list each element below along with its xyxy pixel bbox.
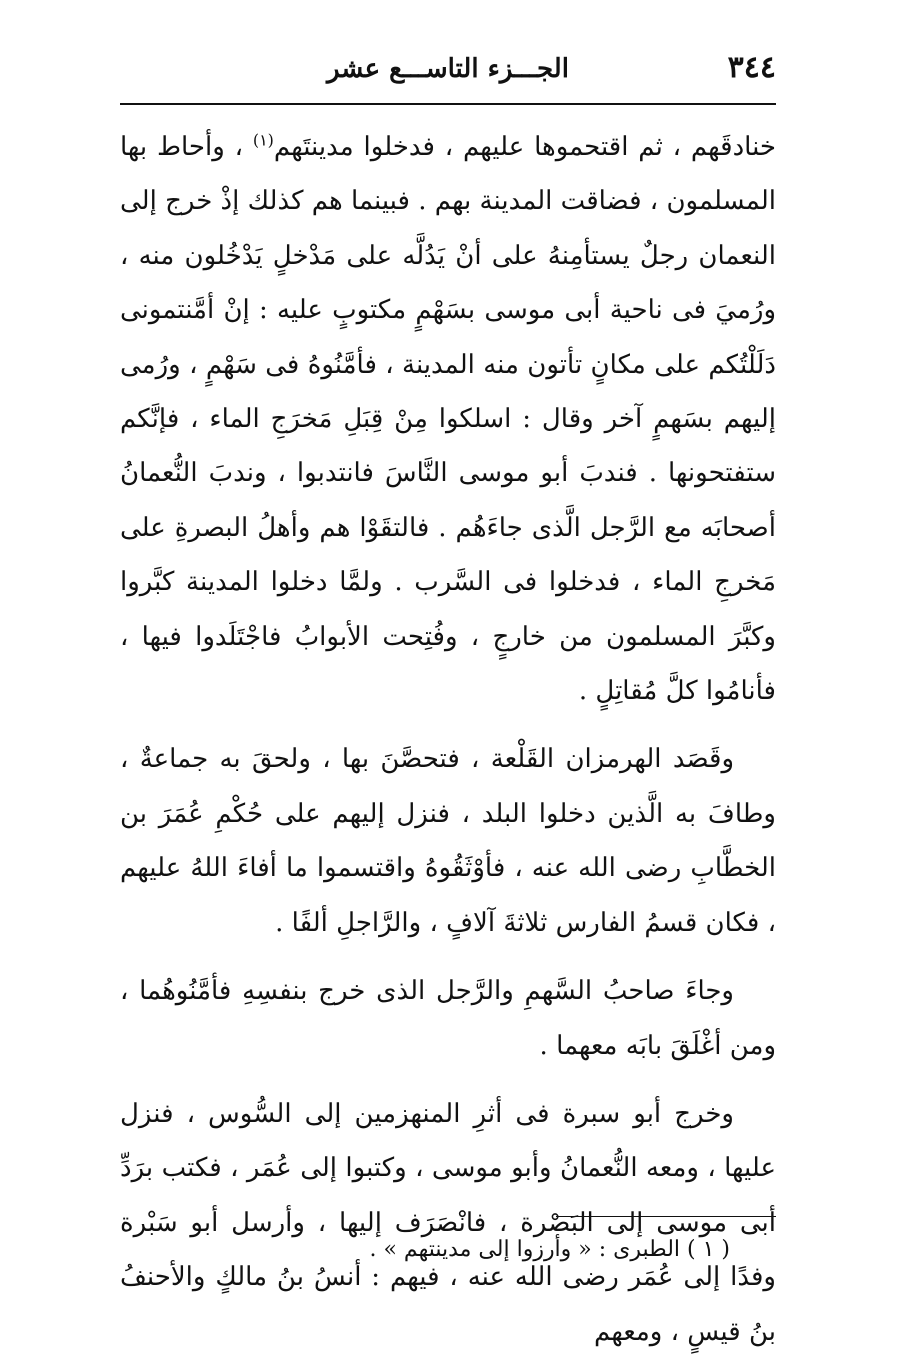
- paragraph-2: وقَصَد الهرمزان القَلْعة ، فتحصَّنَ بها ، ولحقَ به جماعةٌ ، وطافَ به الَّذين دخلوا البلد ، فنزل إليهم على حُكْمِ عُمَرَ بن الخطَّابِ رضى الله عنه ، فأوْثَقُوهُ واقتسموا ما أفاءَ اللهُ عليهم ، فكان قسمُ الفارس ثلاثةَ آلافٍ ، والرَّاجلِ ألفًا .: [120, 744, 776, 938]
- running-title: الجـــزء التاســـع عشر: [327, 54, 569, 84]
- footnote-text: الطبرى : « وأرزوا إلى مدينتهم » .: [369, 1237, 681, 1262]
- paragraph-1-part-2: ، وأحاط بها المسلمون ، فضاقت المدينة بهم . فبينما هم كذلك إذْ خرج إلى النعمان رجلٌ يستأمِنهُ على أنْ يَدُلَّه على مَدْخلٍ يَدْخُلون منه ، ورُميَ فى ناحية أبى موسى بسَهْمٍ مكتوبٍ عليه : إنْ أمَّنتمونى دَلَلْتُكم على مكانٍ تأتون منه المدينة ، فأمَّنُوهُ فى سَهْمٍ ، ورُمى إليهم بسَهمٍ آخر وقال : اسلكوا مِنْ قِبَلِ مَخرَجِ الماء ، فإنَّكم ستفتحونها . فندبَ أبو موسى النَّاسَ فانتدبوا ، وندبَ النُّعمانُ أصحابَه مع الرَّجل الَّذى جاءَهُم . فالتقَوْا هم وأهلُ البصرةِ على مَخرجِ الماء ، فدخلوا فى السَّرب . ولمَّا دخلوا المدينة كبَّروا وكبَّرَ المسلمون من خارجٍ ، وفُتِحت الأبوابُ فاجْتَلَدوا فيها ، فأنامُوا كلَّ مُقاتِلٍ .: [120, 132, 776, 707]
- footnote: [120, 1232, 776, 1268]
- header-rule: [120, 103, 776, 105]
- page-number: ٣٤٤: [727, 50, 776, 85]
- footnote-reference: (١): [252, 130, 274, 150]
- footnote-marker: ( ١ ): [687, 1237, 730, 1262]
- paragraph-1: [120, 120, 776, 718]
- paragraph-4: وخرج أبو سبرة فى أثرِ المنهزمين إلى السُّوس ، فنزل عليها ، ومعه النُّعمانُ وأبو موسى ، وكتبوا إلى عُمَر ، فكتب برَدِّ أبى موسى إلى البَصْرة ، فانْصَرَف إليها ، وأرسل أبو سَبْرة وفدًا إلى عُمَر رضى الله عنه ، فيهم : أنسُ بنُ مالكٍ والأحنفُ بنُ قيسٍ ، ومعهم: [120, 1098, 776, 1347]
- body-text: [120, 120, 776, 1359]
- paragraph-3: وجاءَ صاحبُ السَّهمِ والرَّجل الذى خرج بنفسِهِ فأمَّنُوهُما ، ومن أغْلَقَ بابَه معهما .: [120, 976, 776, 1061]
- page-header: [120, 44, 776, 104]
- footnote-rule: [556, 1216, 776, 1217]
- paragraph-1-part-1: خنادقَهم ، ثم اقتحموها عليهم ، فدخلوا مدينتَهم: [273, 132, 776, 162]
